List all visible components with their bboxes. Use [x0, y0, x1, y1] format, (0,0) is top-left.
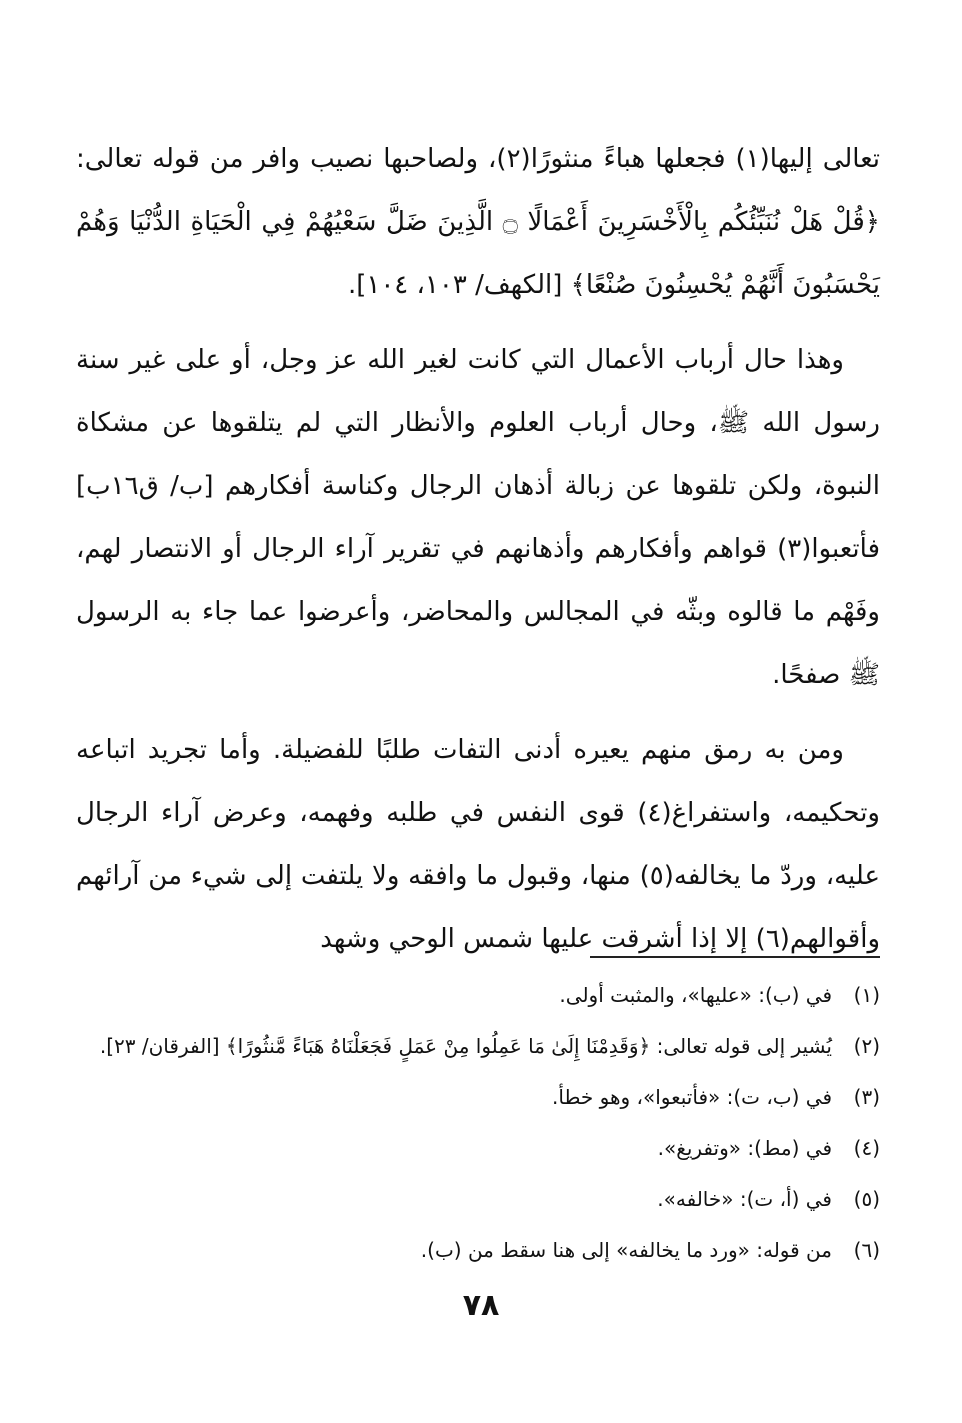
footnote-divider	[590, 956, 880, 958]
footnote-text: يُشير إلى قوله تعالى: ﴿وَقَدِمْنَا إِلَىٰ مَا عَمِلُوا مِنْ عَمَلٍ فَجَعَلْنَاهُ هَبَاءً مَّنثُورًا﴾ [الفرقان/ ٢٣].	[99, 1034, 832, 1058]
paragraph-1: تعالى إليها(١) فجعلها هباءً منثورًا(٢)، ولصاحبها نصيب وافر من قوله تعالى: ﴿قُلْ هَلْ نُنَبِّئُكُم بِالْأَخْسَرِينَ أَعْمَالًا ۝ الَّذِينَ ضَلَّ سَعْيُهُمْ فِي الْحَيَاةِ الدُّنْيَا وَهُمْ يَحْسَبُونَ أَنَّهُمْ يُحْسِنُونَ صُنْعًا﴾ [الكهف/ ١٠٣، ١٠٤].	[76, 144, 880, 300]
footnote-text: في (ب، ت): «فأتبعوا»، وهو خطأ.	[552, 1085, 832, 1109]
footnote-number: (٣)	[853, 1085, 880, 1109]
main-text	[76, 128, 880, 971]
footnote-text: في (ب): «عليها»، والمثبت أولى.	[559, 983, 832, 1007]
footnote-3	[76, 1072, 880, 1123]
footnote-number: (٥)	[853, 1187, 880, 1211]
footnote-5	[76, 1174, 880, 1225]
footnote-text: في (أ، ت): «خالفه».	[657, 1187, 832, 1211]
paragraph-3: ومن به رمق منهم يعيره أدنى التفات طلبًا للفضيلة. وأما تجريد اتباعه وتحكيمه، واستفراغ(٤) قوى النفس في طلبه وفهمه، وعرض آراء الرجال عليه، وردّ ما يخالفه(٥) منها، وقبول ما وافقه ولا يلتفت إلى شيء من آرائهم وأقوالهم(٦) إلا إذا أشرقت عليها شمس الوحي وشهد	[76, 735, 880, 954]
footnote-1	[76, 970, 880, 1021]
footnote-6	[76, 1225, 880, 1276]
footnote-number: (٢)	[853, 1034, 880, 1058]
footnotes	[76, 970, 880, 1276]
footnote-2	[76, 1021, 880, 1072]
footnote-4	[76, 1123, 880, 1174]
footnote-number: (٦)	[853, 1238, 880, 1262]
footnote-text: من قوله: «ورد ما يخالفه» إلى هنا سقط من (ب).	[420, 1238, 832, 1262]
page-number: ٧٨	[462, 1288, 500, 1323]
footnote-number: (٤)	[853, 1136, 880, 1160]
footnote-number: (١)	[853, 983, 880, 1007]
footnote-text: في (مط): «وتفريغ».	[657, 1136, 832, 1160]
paragraph-2: وهذا حال أرباب الأعمال التي كانت لغير الله عز وجل، أو على غير سنة رسول الله ﷺ، وحال أرباب العلوم والأنظار التي لم يتلقوها عن مشكاة النبوة، ولكن تلقوها عن زبالة أذهان الرجال وكناسة أفكارهم [ب/ ق١٦ب] فأتعبوا(٣) قواهم وأفكارهم وأذهانهم في تقرير آراء الرجال أو الانتصار لهم، وفَهْم ما قالوه وبثّه في المجالس والمحاضر، وأعرضوا عما جاء به الرسول ﷺ صفحًا.	[76, 345, 880, 690]
